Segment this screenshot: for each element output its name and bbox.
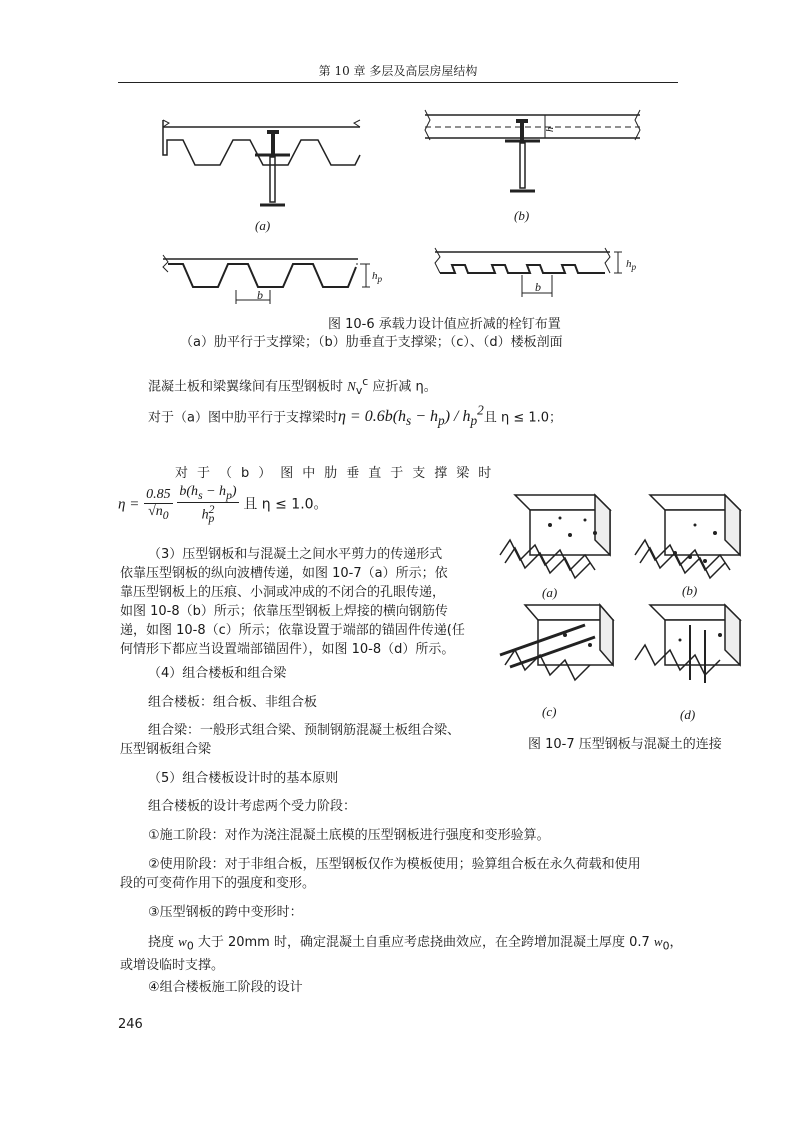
figure-10-6-b-label: (b) (514, 208, 530, 223)
paragraph-composite-slab: 组合楼板：组合板、非组合板 (148, 695, 318, 710)
running-header (118, 62, 678, 83)
figure-10-6-a-drawing (155, 115, 370, 215)
dim-b-right: b (535, 280, 541, 294)
hs-label: h (545, 127, 556, 132)
figure-10-7-d (635, 605, 740, 683)
paragraph-shear-transfer: （3）压型钢板和与混凝土之间水平剪力的传递形式 依靠压型钢板的纵向波槽传递，如图 10-7（a）所示；依 靠压型钢板上的压痕、小洞或冲成的不闭合的孔眼传递， 如图 10-8（b）所示；依靠压型钢板上焊接的横向钢筋传 递，如图 10-8（c）所示；依靠设置于端部的锚固件传递(任 何情形下都应当设置端部锚固件），如图 10-8（d）所示。 (120, 547, 465, 657)
paragraph-reduction: 混凝土板和梁翼缘间有压型钢板时 $N_v^c$ 应折减 η。 (148, 375, 437, 397)
figure-10-6-b-drawing (420, 105, 650, 205)
figure-10-7-b-label: (b) (682, 583, 698, 598)
figure-10-7-a-label: (a) (542, 585, 558, 600)
figure-10-6-c-drawing (158, 252, 388, 312)
paragraph-construction-stage: ①施工阶段：对作为浇注混凝土底模的压型钢板进行强度和变形验算。 (148, 828, 550, 843)
page-number: 246 (118, 1017, 143, 1032)
chapter-title: 第 10 章 多层及高层房屋结构 (318, 64, 478, 78)
paragraph-formula-b-intro: 对于（b）图中肋垂直于支撑梁时 (175, 466, 501, 481)
heading-design-principles: （5）组合楼板设计时的基本原则 (148, 771, 339, 786)
figure-10-7-d-label: (d) (680, 707, 696, 722)
heading-composite-floor: （4）组合楼板和组合梁 (148, 666, 287, 681)
paragraph-midspan-deflection: ③压型钢板的跨中变形时： (148, 905, 303, 920)
figure-10-6-d-drawing (430, 245, 645, 305)
formula-b: η = $\frac{0.85}{√n_0}$ $\frac{b(h_s - h_p)}{h^2_p}$ 且 η ≤ 1.0。 (118, 484, 328, 526)
figure-10-7-b (635, 495, 740, 578)
paragraph-composite-beam: 组合梁：一般形式组合梁、预制钢筋混凝土板组合梁、 压型钢板组合梁 (120, 723, 461, 757)
dim-hp-right: $h_p$ (626, 258, 637, 273)
paragraph-construction-design: ④组合楼板施工阶段的设计 (148, 980, 303, 995)
dim-hp-left: $h_p$ (372, 270, 383, 285)
paragraph-service-stage: ②使用阶段：对于非组合板，压型钢板仅作为模板使用；验算组合板在永久荷载和使用 段的可变荷作用下的强度和变形。 (120, 857, 641, 891)
figure-10-7-c-label: (c) (542, 704, 557, 719)
figure-10-6-subcaption: （a）肋平行于支撑梁；（b）肋垂直于支撑梁；（c）、（d）楼板剖面 (180, 335, 563, 350)
figure-10-6-a-label: (a) (255, 218, 271, 233)
figure-10-7-a (500, 495, 610, 578)
paragraph-two-stages: 组合楼板的设计考虑两个受力阶段： (148, 799, 357, 814)
paragraph-formula-a: 对于（a）图中肋平行于支撑梁时$\eta = 0.6b(h_s - h_p) / h_p^2$且 η ≤ 1.0； (148, 403, 563, 429)
figure-10-7-caption: 图 10-7 压型钢板与混凝土的连接 (528, 737, 722, 752)
dim-b-left: b (257, 288, 263, 302)
figure-10-7-c (500, 605, 613, 680)
figure-10-7-drawings (495, 485, 755, 715)
figure-10-6-caption: 图 10-6 承载力设计值应折减的栓钉布置 (328, 317, 561, 332)
paragraph-deflection-limit: 挠度 $w_0$ 大于 20mm 时，确定混凝土自重应考虑挠曲效应，在全跨增加混凝土厚度 0.7 $w_0$， 或增设临时支撑。 (120, 934, 683, 973)
